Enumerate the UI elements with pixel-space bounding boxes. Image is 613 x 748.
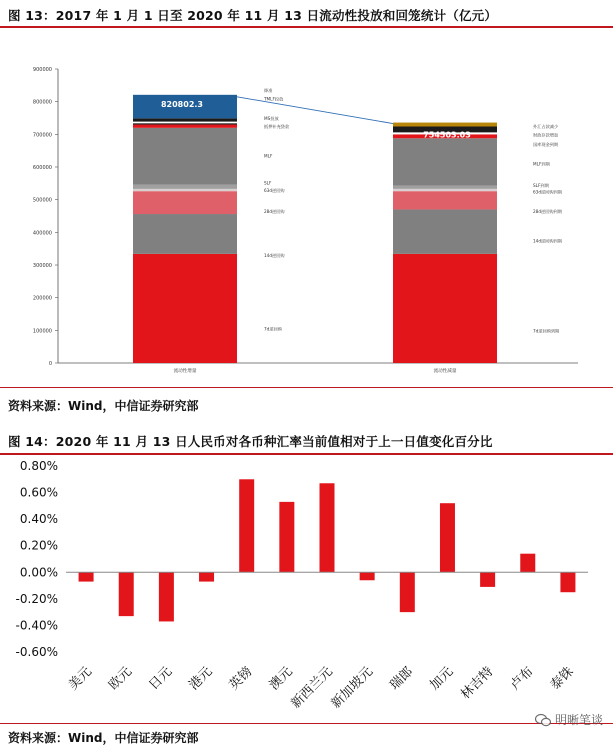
figure-13-top-rule [0,26,613,28]
segment-label-right: 国库现金到期 [533,142,559,148]
x-category-label: 林吉特 [458,664,497,703]
bar-segment-left-tmlf [133,122,237,124]
bar [400,572,415,612]
segment-label-left: MLF [264,153,273,159]
y-tick-label: 700000 [32,132,52,139]
bar-segment-left-mlf [133,128,237,185]
x-category-label: 瑞郎 [387,664,417,694]
figure-13-bottom-rule [0,387,613,388]
bar-segment-right-slp [393,186,497,189]
figure-13-title: 图 13：2017 年 1 月 1 日至 2020 年 11 月 13 日流动性投放和回笼统计（亿元） [8,8,498,23]
x-category-label: 港元 [186,664,216,694]
bar [239,479,254,572]
x-category-label: 流动性增量 [173,369,197,374]
watermark-text: 明晰笔谈 [554,713,603,727]
bar [360,572,375,580]
y-tick-label: -0.40% [15,618,58,633]
segment-label-right: 28d逆回购到期 [533,209,562,215]
bar [320,483,335,572]
x-category-label: 泰铢 [547,664,577,694]
figure-14-bottom-rule [0,723,613,724]
segment-label-left: 28d逆回购 [264,209,285,215]
connector-line [237,97,393,124]
segment-label-left: SLF [264,180,272,186]
bar-segment-left-slp [133,185,237,189]
x-category-label: 日元 [146,664,176,694]
bar-segment-left-28d [133,191,237,214]
wechat-icon [535,713,551,727]
bar-segment-left-pledge [133,125,237,128]
segment-label-right: MLF到期 [533,161,550,167]
bar-segment-right-63d [393,189,497,191]
bar-segment-right-28d [393,191,497,209]
segment-label-left: 7d逆回购 [264,326,282,332]
bar-segment-right-mlf [393,138,497,185]
y-tick-label: 0.40% [19,512,58,527]
bar-segment-left-ms [133,118,237,121]
bar [119,572,134,616]
y-tick-label: 800000 [32,99,52,106]
y-tick-label: 0.00% [19,565,58,580]
figure-14-title: 图 14：2020 年 11 月 13 日人民币对各币种汇率当前值相对于上一日值变化百分比 [8,434,493,449]
segment-label-left: MS投放 [264,116,279,121]
bar-segment-left-63d [133,189,237,191]
left-total-label: 820802.3 [160,99,204,109]
x-category-label: 新加坡元 [328,664,376,712]
bar [79,572,94,581]
bar [560,572,575,592]
segment-label-right: SLF到期 [533,182,549,188]
bar-segment-left-ms [133,123,237,124]
segment-label-left: 63d逆回购 [264,187,285,193]
x-category-label: 卢布 [507,664,537,694]
segment-label-left: 14d逆回购 [264,253,285,259]
x-category-label: 流动性减量 [433,369,457,374]
segment-label-right: 财政存款增加 [533,132,559,138]
bar-segment-right-14d [393,209,497,253]
bar [159,572,174,621]
y-tick-label: 300000 [32,263,52,269]
figure-14-top-rule [0,453,613,455]
x-category-label: 加元 [427,664,457,694]
y-tick-label: 0.80% [19,459,58,473]
y-tick-label: 200000 [32,295,52,302]
segment-label-left: 抵押补充贷款 [264,124,290,130]
x-category-label: 澳元 [266,664,296,694]
figure-13-source: 资料来源：Wind，中信证券研究部 [8,399,199,413]
bar-segment-left-7d [133,254,237,363]
y-tick-label: 500000 [32,197,52,204]
x-category-label: 新西兰元 [288,664,336,712]
y-tick-label: -0.60% [15,645,58,659]
y-tick-label: 0.60% [19,485,58,500]
segment-label-right: 14d逆回购到期 [533,238,562,244]
bar [279,502,294,572]
segment-label-right: 7d逆回购到期 [533,328,560,334]
segment-label-right: 63d逆回购到期 [533,189,562,195]
y-tick-label: -0.20% [15,591,58,606]
right-total-label: 754503.03 [423,130,471,140]
y-tick-label: 0 [48,361,52,367]
y-tick-label: 900000 [32,67,52,73]
x-category-label: 欧元 [106,664,136,694]
y-tick-label: 100000 [32,328,52,335]
x-category-label: 英镑 [226,664,256,694]
bar [520,554,535,573]
watermark [535,711,603,728]
bar [199,572,214,581]
segment-label-left: 降准 [264,88,273,94]
y-tick-label: 400000 [32,230,52,237]
bar [440,503,455,572]
bar-segment-right-7d [393,254,497,363]
segment-label-left: TMLF投放 [264,96,284,102]
y-tick-label: 600000 [32,165,52,171]
bar-segment-left-14d [133,214,237,254]
figure-14-source: 资料来源：Wind，中信证券研究部 [8,731,199,745]
chart-13-liquidity [0,30,613,390]
segment-label-right: 外汇占款减少 [533,124,559,130]
y-tick-label: 0.20% [19,538,58,553]
bar [480,572,495,587]
bar-segment-right-top_band [393,123,497,127]
chart-14-fx-change [0,458,613,723]
x-category-label: 美元 [65,664,95,694]
